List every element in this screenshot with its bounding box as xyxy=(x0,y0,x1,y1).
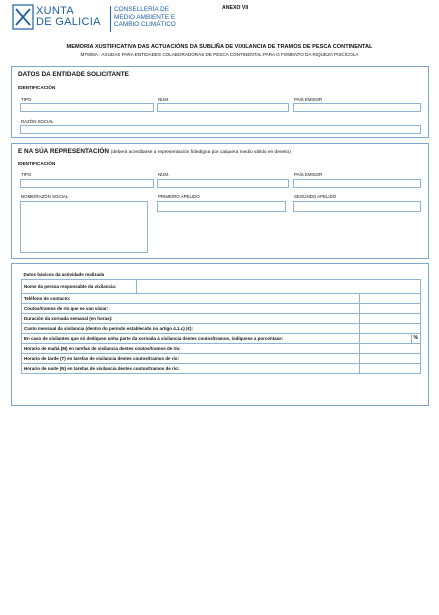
logo-line-2: DE GALICIA xyxy=(36,16,101,28)
percentage-label: En caso de vixilantes que só dediquen unha parte da xornada á vixilancia destes coutos/tramos, indíquese a porcentaxe: xyxy=(22,333,360,343)
table-row xyxy=(22,363,421,373)
table-row xyxy=(22,279,421,293)
morning-schedule-field[interactable] xyxy=(359,343,420,353)
phone-label: Teléfono de contacto: xyxy=(22,293,360,303)
activity-section xyxy=(11,263,429,406)
applicant-section xyxy=(11,66,429,138)
monthly-cost-field[interactable] xyxy=(359,323,420,333)
rep-type-label: TIPO xyxy=(21,172,32,177)
rep-country-field[interactable] xyxy=(293,179,421,188)
stretches-field[interactable] xyxy=(359,303,420,313)
document-subtitle: MT806A - AXUDAS PARA ENTIDADES COLABORADORAS DE PESCA CONTINENTAL PARA O FOMENTO DA RIQUEZA PISCÍCOLA xyxy=(80,52,359,57)
representation-section xyxy=(11,143,429,259)
applicant-identification-label: IDENTIFICACIÓN xyxy=(18,85,56,90)
rep-type-field[interactable] xyxy=(20,179,154,188)
applicant-country-label: PAÍS EMISOR xyxy=(294,97,323,102)
table-row xyxy=(22,343,421,353)
stretches-label: Coutos/tramos de río que se van vixiar: xyxy=(22,303,360,313)
applicant-company-label: RAZÓN SOCIAL xyxy=(21,119,54,124)
xunta-emblem-icon xyxy=(12,4,34,30)
rep-surname1-label: PRIMEIRO APELIDO xyxy=(158,194,200,199)
table-row xyxy=(22,303,421,313)
table-row xyxy=(22,293,421,303)
monthly-cost-label: Custo mensual da vixilancia (dentro do período establecido no artigo 4.1.c) (€): xyxy=(22,323,360,333)
weekly-hours-label: Duración da xornada semanal (en horas): xyxy=(22,313,360,323)
rep-num-label: NÚM. xyxy=(158,172,170,177)
activity-heading: Datos básicos da actividade realizada xyxy=(23,271,105,277)
table-row xyxy=(22,323,421,333)
percent-sign: % xyxy=(411,333,420,343)
morning-schedule-label: Horario de mañá (M) en tarefas de vixilancia destes coutos/tramos de río: xyxy=(22,343,360,353)
applicant-num-field[interactable] xyxy=(157,103,289,112)
logo-divider xyxy=(110,6,111,32)
afternoon-schedule-field[interactable] xyxy=(359,353,420,363)
department-name xyxy=(114,6,194,29)
applicant-company-field[interactable] xyxy=(20,125,421,134)
phone-field[interactable] xyxy=(359,293,420,303)
rep-surname2-field[interactable] xyxy=(293,201,421,212)
weekly-hours-field[interactable] xyxy=(359,313,420,323)
logo-wordmark xyxy=(36,6,101,28)
rep-num-field[interactable] xyxy=(157,179,289,188)
table-row xyxy=(22,353,421,363)
night-schedule-label: Horario de noite (N) en tarefas de vixilancia destes coutos/tramos de río: xyxy=(22,363,360,373)
representation-identification-label: IDENTIFICACIÓN xyxy=(18,161,56,166)
rep-surname2-label: SEGUNDO APELIDO xyxy=(294,194,337,199)
applicant-section-title: DATOS DA ENTIDADE SOLICITANTE xyxy=(18,71,129,78)
logo-line-1: XUNTA xyxy=(36,5,74,17)
document-title: MEMORIA XUSTIFICATIVA DAS ACTUACIÓNS DA SUBLIÑA DE VIXILANCIA DE TRAMOS DE PESCA CONTINENTAL xyxy=(66,44,373,50)
representation-note: (deberá acreditarse a representación fidedigna por calquera medio válido en dereito) xyxy=(110,150,291,155)
annex-label: ANEXO VII xyxy=(222,5,249,11)
department-line-2: MEDIO AMBIENTE E xyxy=(114,13,176,21)
rep-country-label: PAÍS EMISOR xyxy=(294,172,323,177)
representation-title: E NA SÚA REPRESENTACIÓN xyxy=(18,148,110,155)
responsible-name-field[interactable] xyxy=(137,279,421,293)
applicant-type-field[interactable] xyxy=(20,103,154,112)
responsible-name-label: Nome da persoa responsable da vixilancia: xyxy=(22,279,137,293)
representation-section-title xyxy=(18,148,291,155)
applicant-num-label: NÚM. xyxy=(158,97,170,102)
activity-heading-row xyxy=(22,270,421,279)
xunta-logo xyxy=(12,4,176,34)
afternoon-schedule-label: Horario de tarde (T) en tarefas de vixilancia destes coutos/tramos de río: xyxy=(22,353,360,363)
rep-name-field[interactable] xyxy=(20,201,148,253)
percentage-field[interactable] xyxy=(359,333,411,343)
department-line-1: CONSELLERÍA DE xyxy=(114,6,170,13)
department-line-3: CAMBIO CLIMÁTICO xyxy=(114,21,176,29)
rep-name-label: NOME/RAZÓN SOCIAL xyxy=(21,194,69,199)
activity-table xyxy=(21,270,421,374)
table-row xyxy=(22,333,421,343)
rep-surname1-field[interactable] xyxy=(157,201,286,212)
night-schedule-field[interactable] xyxy=(359,363,420,373)
applicant-type-label: TIPO xyxy=(21,97,32,102)
table-row xyxy=(22,313,421,323)
applicant-country-field[interactable] xyxy=(293,103,421,112)
